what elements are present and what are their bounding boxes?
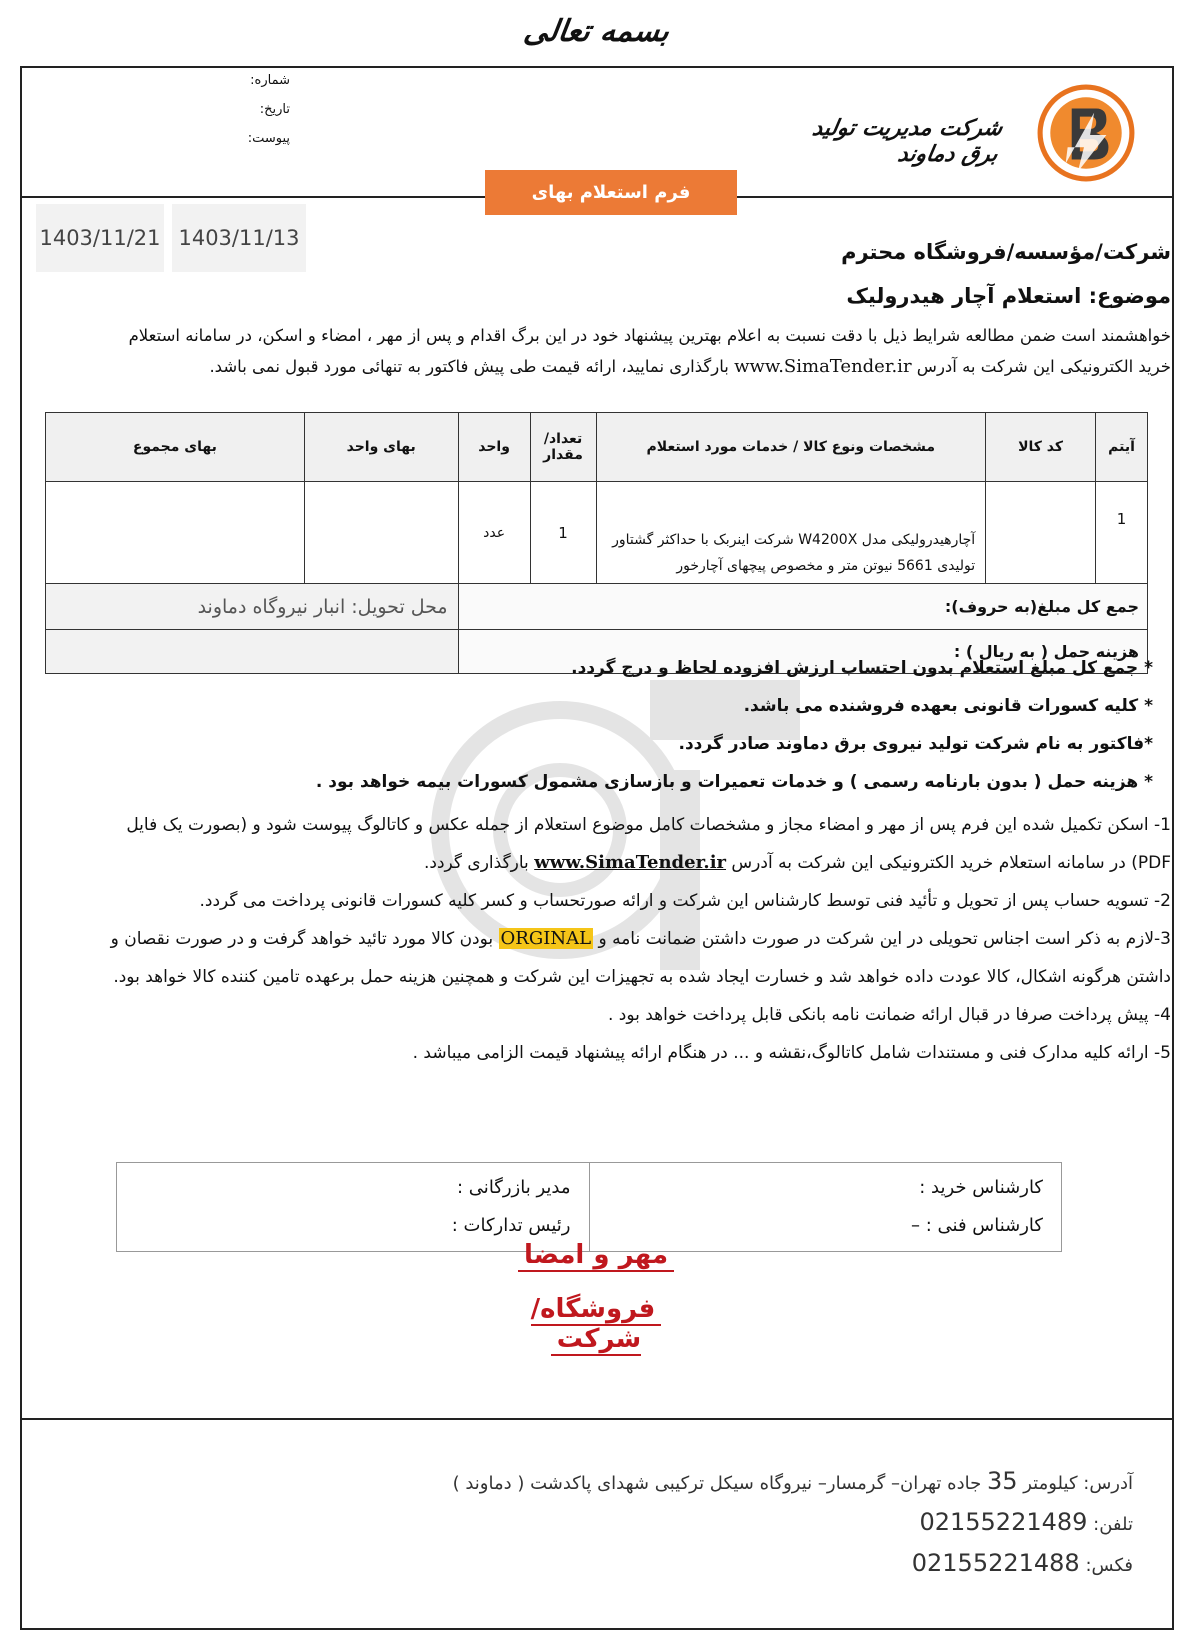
addressee: شرکت/مؤسسه/فروشگاه محترم [841, 240, 1171, 264]
note-4: * هزینه حمل ( بدون بارنامه رسمی ) و خدمات تعمیرات و بازسازی مشمول کسورات بیمه خواهد بود . [315, 772, 1153, 792]
intro-paragraph [24, 320, 1171, 382]
intro-line-2 [24, 351, 1171, 382]
condition-1b [24, 844, 1171, 882]
intro-line-1: خواهشمند است ضمن مطالعه شرایط ذیل با دقت نسبت به اعلام بهترین پیشنهاد خود در این برگ اقدام و پس از مهر ، امضاء و اسکن، در سامانه استعلام [128, 326, 1171, 345]
sima-tender-link[interactable]: www.SimaTender.ir [734, 356, 912, 377]
row-desc-line1: آچارهیدرولیکی مدل W4200X شرکت اینربک با حداکثر گشتاور [612, 532, 976, 548]
technical-expert: کارشناس فنی : – [911, 1215, 1043, 1236]
condition-4: 4- پیش پرداخت صرفا در قبال ارائه ضمانت نامه بانکی قابل پرداخت خواهد بود . [607, 1005, 1171, 1025]
address-km: 35 [986, 1467, 1018, 1495]
footer-address [453, 1462, 1133, 1503]
number-label: شماره: [250, 73, 290, 88]
row-qty: 1 [530, 482, 596, 584]
col-qty [530, 413, 596, 482]
subject: موضوع: استعلام آچار هیدرولیک [846, 284, 1171, 308]
note-2: * کلیه کسورات قانونی بعهده فروشنده می باشد. [743, 696, 1153, 716]
footer [453, 1462, 1133, 1585]
basmala: بسمه تعالی [521, 14, 672, 49]
attachment-label: پیوست: [247, 131, 290, 146]
footer-fax [453, 1544, 1133, 1585]
fax-label: فکس: [1085, 1555, 1133, 1576]
col-qty-line1: تعداد/ [543, 431, 583, 447]
signatures-left [117, 1163, 590, 1252]
row-total-price [46, 482, 305, 584]
stamp-line-2-text: فروشگاه/شرکت [531, 1294, 662, 1356]
condition-3a [24, 920, 1171, 958]
intro-line-2-post: بارگذاری نمایید، ارائه قیمت طی پیش فاکتور به تنهائی مورد قبول نمی باشد. [209, 357, 729, 376]
condition-sima-link[interactable]: www.SimaTender.ir [534, 852, 727, 873]
table-header-row [46, 413, 1148, 482]
address-post: جاده تهران– گرمسار– نیروگاه سیکل ترکیبی شهدای پاکدشت ( دماوند ) [452, 1473, 982, 1494]
total-row [46, 584, 1148, 630]
stamp-line-1 [496, 1240, 696, 1270]
col-code: کد کالا [986, 413, 1096, 482]
row-item: 1 [1096, 482, 1148, 584]
date-label: تاریخ: [259, 102, 290, 117]
original-highlight: ORGINAL [500, 928, 592, 949]
row-desc-line2: تولیدی 5661 نیوتن متر و مخصوص پیچهای آچارخور [676, 558, 976, 574]
conditions [24, 806, 1171, 1072]
start-date: 1403/11/13 [172, 204, 306, 272]
condition-1b-post: بارگذاری گردد. [423, 853, 529, 873]
row-unit: عدد [458, 482, 530, 584]
condition-1a: 1- اسکن تکمیل شده این فرم پس از مهر و امضاء مجاز و مشخصات کامل موضوع استعلام از جمله عکس و کاتالوگ پیوست شود و (بصورت یک فایل [126, 815, 1171, 835]
col-item: آیتم [1096, 413, 1148, 482]
items-table [45, 412, 1148, 674]
company-name: شرکت مدیریت تولید برق دماوند [810, 115, 1005, 167]
note-3: *فاکتور به نام شرکت تولید نیروی برق دماوند صادر گردد. [678, 734, 1153, 754]
condition-1b-pre: PDF) در سامانه استعلام خرید الکترونیکی این شرکت به آدرس [731, 853, 1171, 873]
col-qty-line2: مقدار [543, 447, 583, 463]
shipping-value [46, 630, 459, 674]
row-unit-price [304, 482, 458, 584]
condition-3b: داشتن هرگونه اشکال، کالا عودت داده خواهد شد و خسارت ایجاد شده به تجهیزات این شرکت و همچنین هزینه حمل برعهده تامین کننده کالا خواهد بود. [113, 967, 1171, 987]
header-meta [200, 66, 290, 153]
delivery-location: محل تحویل: انبار نیروگاه دماوند [46, 584, 459, 630]
phone-number: 02155221489 [919, 1508, 1088, 1536]
stamp-line-1-text: مهر و امضا [518, 1240, 674, 1272]
condition-2: 2- تسویه حساب پس از تحویل و تأئید فنی توسط کارشناس این شرکت و ارائه صورتحساب و کسر کلیه کسورات قانونی پرداخت می گردد. [199, 891, 1171, 911]
total-words-label: جمع کل مبلغ(به حروف): [458, 584, 1147, 630]
address-pre: کیلومتر [1023, 1473, 1078, 1494]
col-desc: مشخصات ونوع کالا / خدمات مورد استعلام [596, 413, 986, 482]
shipping-label: هزینه حمل ( به ریال ) : [458, 630, 1147, 674]
address-label: آدرس: [1083, 1473, 1133, 1494]
row-desc [596, 482, 986, 584]
phone-label: تلفن: [1093, 1514, 1133, 1535]
signatures-row [117, 1163, 1062, 1252]
row-code [986, 482, 1096, 584]
condition-3-pre: 3-لازم به ذکر است اجناس تحویلی در این شرکت در صورت داشتن ضمانت نامه و [598, 929, 1171, 949]
col-total-price: بهای مجموع [46, 413, 305, 482]
commercial-manager: مدیر بازرگانی : [457, 1177, 571, 1198]
procurement-head: رئیس تدارکات : [451, 1215, 571, 1236]
table-row [46, 482, 1148, 584]
col-unit: واحد [458, 413, 530, 482]
company-logo-icon [1035, 82, 1137, 184]
signatures-table [116, 1162, 1062, 1252]
footer-divider [20, 1418, 1174, 1420]
col-unit-price: بهای واحد [304, 413, 458, 482]
condition-5: 5- ارائه کلیه مدارک فنی و مستندات شامل کاتالوگ،نقشه و ... در هنگام ارائه پیشنهاد قیمت الزامی میباشد . [412, 1043, 1171, 1063]
condition-3-post: بودن کالا مورد تائید خواهد گرفت و در صورت نقصان و [110, 929, 494, 949]
form-title: فرم استعلام بهای [485, 170, 737, 215]
end-date: 1403/11/21 [36, 204, 164, 272]
intro-line-2-pre: خرید الکترونیکی این شرکت به آدرس [916, 357, 1171, 376]
footer-phone [453, 1503, 1133, 1544]
stamp-line-2 [496, 1294, 696, 1354]
purchase-expert: کارشناس خرید : [919, 1177, 1043, 1198]
signatures-right [589, 1163, 1062, 1252]
fax-number: 02155221488 [911, 1549, 1080, 1577]
note-1: * جمع کل مبلغ استعلام بدون احتساب ارزش افزوده لحاظ و درج گردد. [571, 658, 1153, 678]
